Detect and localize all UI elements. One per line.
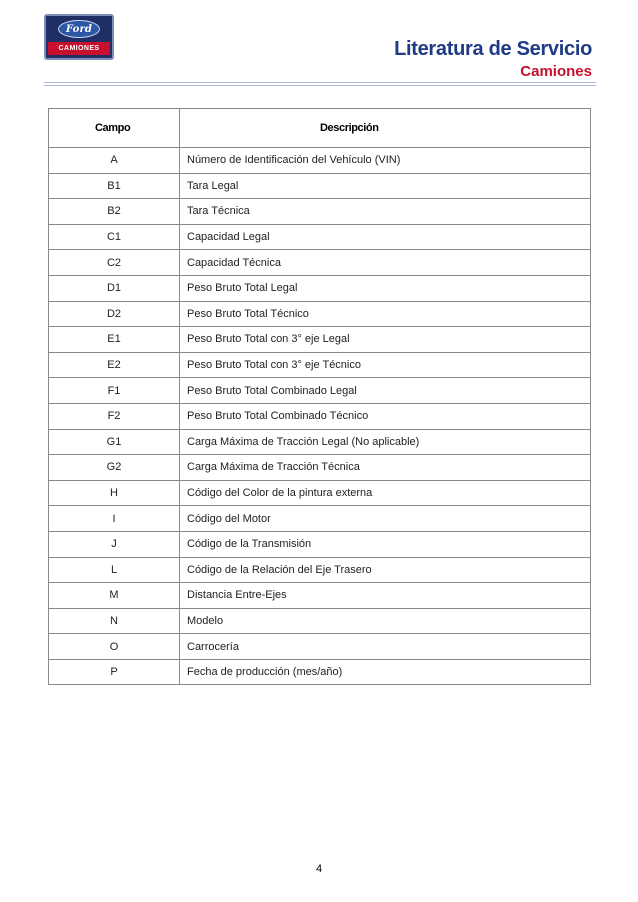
table-row — [49, 455, 591, 481]
table-row — [49, 557, 591, 583]
header-divider-bottom — [44, 85, 596, 86]
descripcion-cell: Carga Máxima de Tracción Técnica — [180, 455, 591, 481]
campo-cell: D1 — [49, 275, 180, 301]
ford-oval-icon — [58, 20, 100, 38]
descripcion-cell: Código de la Transmisión — [180, 531, 591, 557]
descripcion-cell: Capacidad Legal — [180, 224, 591, 250]
table-row — [49, 301, 591, 327]
campo-cell: P — [49, 659, 180, 685]
campo-cell: A — [49, 148, 180, 174]
document-title: Literatura de Servicio — [394, 38, 592, 60]
descripcion-cell: Número de Identificación del Vehículo (VIN) — [180, 148, 591, 174]
header-divider-top — [44, 82, 596, 83]
table-row — [49, 531, 591, 557]
table-row — [49, 199, 591, 225]
column-header-campo: Campo — [49, 109, 180, 148]
table-row — [49, 250, 591, 276]
table-row — [49, 583, 591, 609]
campo-cell: G2 — [49, 455, 180, 481]
descripcion-cell: Peso Bruto Total con 3° eje Legal — [180, 327, 591, 353]
campo-cell: C1 — [49, 224, 180, 250]
table-row — [49, 659, 591, 685]
descripcion-cell: Código del Color de la pintura externa — [180, 480, 591, 506]
descripcion-cell: Código del Motor — [180, 506, 591, 532]
campo-cell: F1 — [49, 378, 180, 404]
document-subtitle: Camiones — [520, 63, 592, 80]
descripcion-cell: Capacidad Técnica — [180, 250, 591, 276]
campo-cell: D2 — [49, 301, 180, 327]
descripcion-cell: Peso Bruto Total con 3° eje Técnico — [180, 352, 591, 378]
campo-cell: I — [49, 506, 180, 532]
table-row — [49, 378, 591, 404]
campo-cell: B1 — [49, 173, 180, 199]
table-body — [49, 148, 591, 685]
descripcion-cell: Peso Bruto Total Combinado Legal — [180, 378, 591, 404]
descripcion-cell: Código de la Relación del Eje Trasero — [180, 557, 591, 583]
table-row — [49, 224, 591, 250]
table-row — [49, 429, 591, 455]
campo-cell: F2 — [49, 403, 180, 429]
campo-cell: L — [49, 557, 180, 583]
table-header-row — [49, 109, 591, 148]
campo-cell: H — [49, 480, 180, 506]
descripcion-cell: Tara Legal — [180, 173, 591, 199]
campo-descripcion-table — [48, 108, 591, 685]
descripcion-cell: Tara Técnica — [180, 199, 591, 225]
table-row — [49, 327, 591, 353]
campo-cell: E2 — [49, 352, 180, 378]
campo-cell: E1 — [49, 327, 180, 353]
campo-cell: M — [49, 583, 180, 609]
table-row — [49, 403, 591, 429]
table-row — [49, 634, 591, 660]
table-row — [49, 173, 591, 199]
descripcion-cell: Peso Bruto Total Combinado Técnico — [180, 403, 591, 429]
table-row — [49, 608, 591, 634]
descripcion-cell: Peso Bruto Total Técnico — [180, 301, 591, 327]
column-header-descripcion: Descripción — [180, 109, 591, 148]
descripcion-cell: Carga Máxima de Tracción Legal (No aplicable) — [180, 429, 591, 455]
campo-cell: B2 — [49, 199, 180, 225]
table-row — [49, 352, 591, 378]
campo-cell: J — [49, 531, 180, 557]
table-row — [49, 480, 591, 506]
logo-band-text: CAMIONES — [58, 45, 100, 52]
campo-cell: N — [49, 608, 180, 634]
logo-oval-text: Ford — [65, 23, 93, 35]
campo-cell: O — [49, 634, 180, 660]
ford-camiones-logo — [44, 14, 114, 60]
descripcion-cell: Carrocería — [180, 634, 591, 660]
campo-cell: C2 — [49, 250, 180, 276]
table-row — [49, 506, 591, 532]
logo-band — [48, 42, 110, 55]
descripcion-cell: Fecha de producción (mes/año) — [180, 659, 591, 685]
table-row — [49, 275, 591, 301]
page-number: 4 — [315, 863, 323, 875]
descripcion-cell: Distancia Entre-Ejes — [180, 583, 591, 609]
table-row — [49, 148, 591, 174]
campo-cell: G1 — [49, 429, 180, 455]
descripcion-cell: Peso Bruto Total Legal — [180, 275, 591, 301]
descripcion-cell: Modelo — [180, 608, 591, 634]
